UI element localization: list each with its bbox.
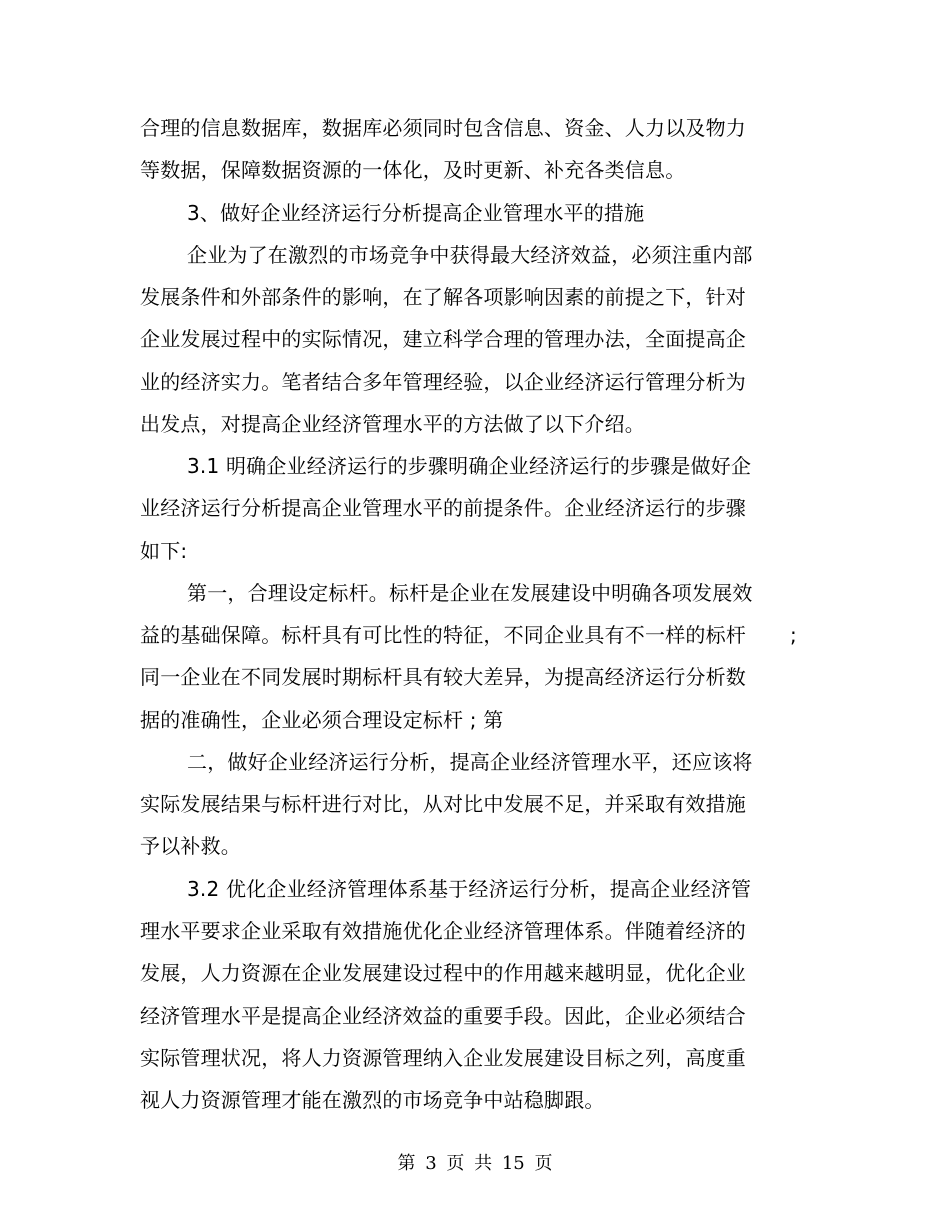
paragraph-line: 企业为了在激烈的市场竞争中获得最大经济效益，必须注重内部 xyxy=(187,243,753,267)
paragraph-line: 经济管理水平是提高企业经济效益的重要手段。因此，企业必须结合 xyxy=(140,1004,746,1028)
subsection-heading: 3.2 优化企业经济管理体系基于经济运行分析，提高企业经济管 xyxy=(187,877,752,901)
subsection-heading: 3.1 明确企业经济运行的步骤明确企业经济运行的步骤是做好企 xyxy=(187,454,752,478)
paragraph-line: 实际管理状况，将人力资源管理纳入企业发展建设目标之列，高度重 xyxy=(140,1046,746,1070)
paragraph-line: 发展，人力资源在企业发展建设过程中的作用越来越明显，优化企业 xyxy=(140,961,746,985)
section-heading: 3、做好企业经济运行分析提高企业管理水平的措施 xyxy=(187,201,645,225)
paragraph-line: 理水平要求企业采取有效措施优化企业经济管理体系。伴随着经济的 xyxy=(140,919,746,943)
paragraph-line: 企业发展过程中的实际情况，建立科学合理的管理办法，全面提高企 xyxy=(140,327,746,351)
page-number-footer: 第 3 页 共 15 页 xyxy=(397,1153,553,1174)
stray-semicolon: ; xyxy=(790,623,797,647)
paragraph-line: 等数据，保障数据资源的一体化，及时更新、补充各类信息。 xyxy=(140,158,686,182)
paragraph-line: 如下: xyxy=(140,539,188,563)
paragraph-line: 第一，合理设定标杆。标杆是企业在发展建设中明确各项发展效 xyxy=(187,581,753,605)
paragraph-line: 同一企业在不同发展时期标杆具有较大差异，为提高经济运行分析数 xyxy=(140,665,746,689)
paragraph-line: 业的经济实力。笔者结合多年管理经验，以企业经济运行管理分析为 xyxy=(140,370,746,394)
paragraph-line: 益的基础保障。标杆具有可比性的特征，不同企业具有不一样的标杆 xyxy=(140,623,746,647)
paragraph-line: 予以补救。 xyxy=(140,834,241,858)
paragraph-line: 视人力资源管理才能在激烈的市场竞争中站稳脚跟。 xyxy=(140,1088,605,1112)
paragraph-line: 发展条件和外部条件的影响，在了解各项影响因素的前提之下，针对 xyxy=(140,285,746,309)
paragraph-line: 业经济运行分析提高企业管理水平的前提条件。企业经济运行的步骤 xyxy=(140,496,746,520)
paragraph-line: 二，做好企业经济运行分析，提高企业经济管理水平，还应该将 xyxy=(187,750,753,774)
paragraph-line: 合理的信息数据库，数据库必须同时包含信息、资金、人力以及物力 xyxy=(140,116,746,140)
paragraph-line: 出发点，对提高企业经济管理水平的方法做了以下介绍。 xyxy=(140,412,645,436)
paragraph-line: 据的准确性，企业必须合理设定标杆 ; 第 xyxy=(140,708,504,732)
paragraph-line: 实际发展结果与标杆进行对比，从对比中发展不足，并采取有效措施 xyxy=(140,792,746,816)
